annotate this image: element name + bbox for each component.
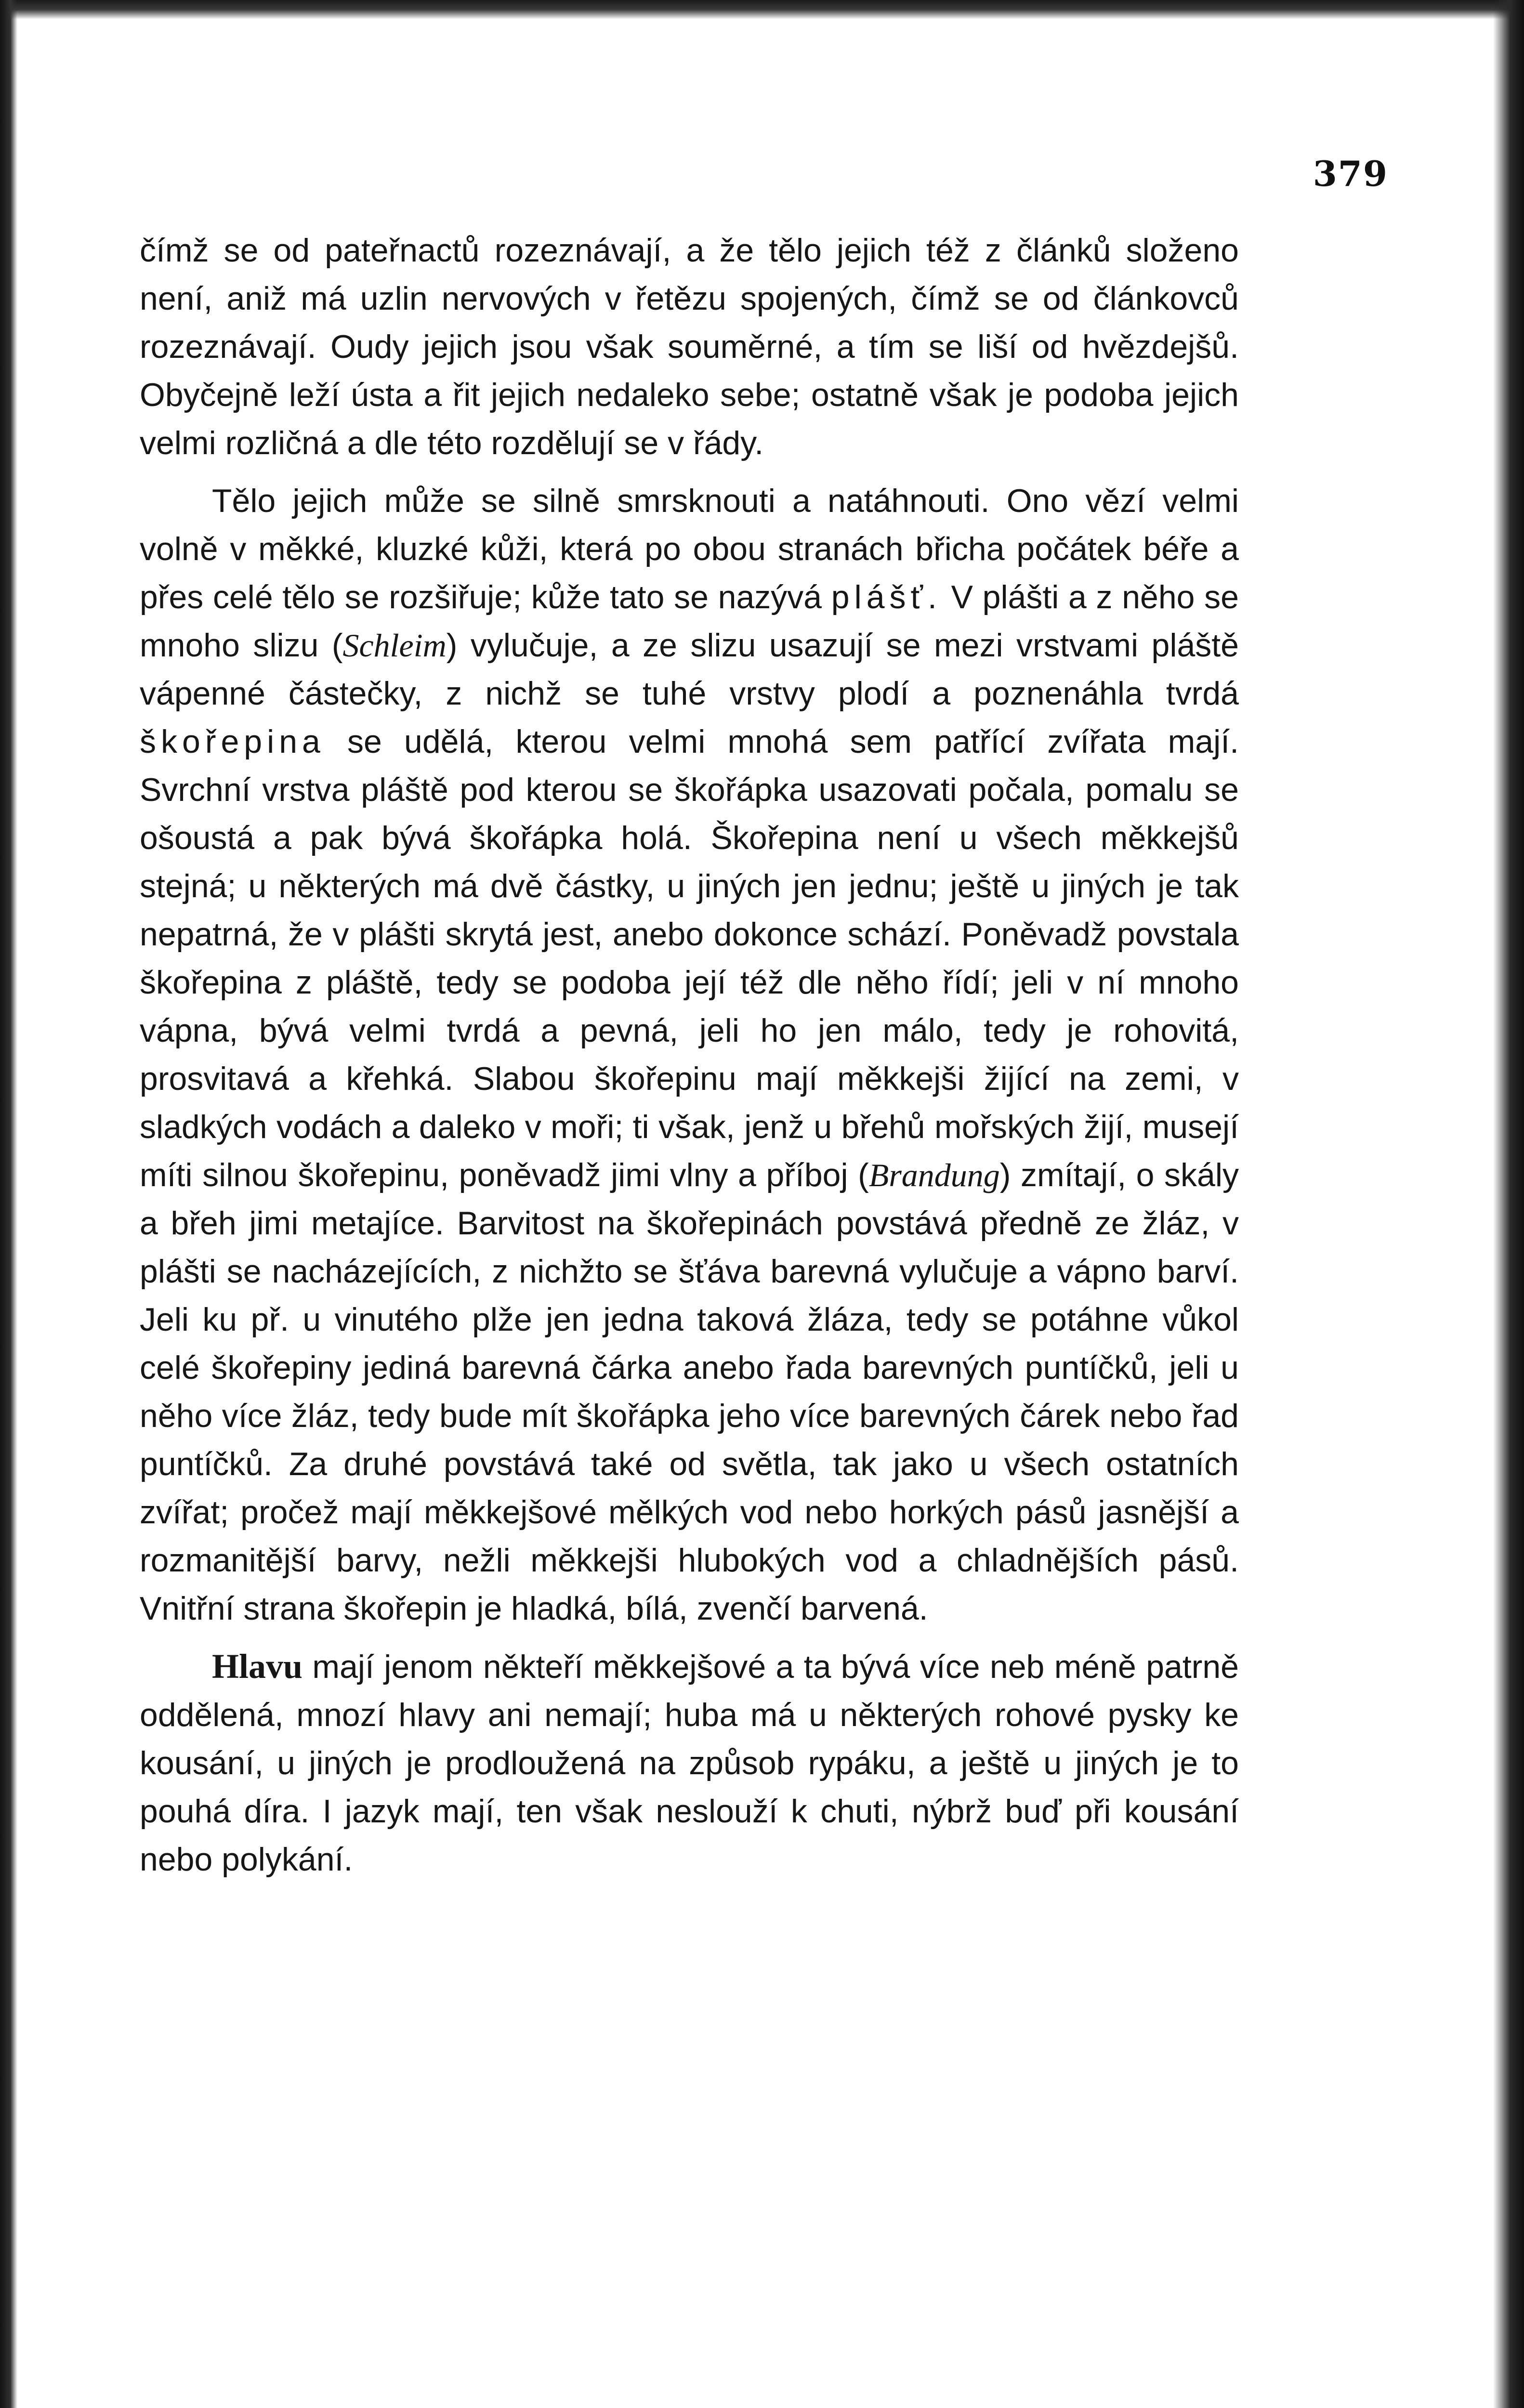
german-term-brandung: Brandung <box>868 1157 1000 1193</box>
paragraph-2-part-e: ) zmítají, o skály a břeh jimi metajíce. Barvitost na škořepinách povstává předně ze žláz, v plášti se nacházejících, z nichžto se šťáva barevná vylučuje a vápno barví. Jeli ku př. u vinutého plže jen jedna taková žláza, tedy se potáhne vůkol celé škořepiny jediná barevná čárka anebo řada barevných puntíčků, jeli u něho více žláz, tedy bude mít škořápka jeho více barevných čárek nebo řad puntíčků. Za druhé povstává také od světla, tak jako u všech ostatních zvířat; pročež mají měkkejšové mělkých vod nebo horkých pásů jasnější a rozmanitější barvy, nežli měkkejši hlubokých vod a chladnějších pásů. Vnitřní strana škořepin je hladká, bílá, zvenčí barvená. <box>140 1157 1239 1627</box>
scan-border-top <box>0 0 1524 19</box>
scan-border-left <box>0 0 17 2408</box>
paragraph-2-part-c: ) vylučuje, a ze slizu usazují se mezi vrstvami pláště vápenné částečky, z nichž se tuhé vrstvy plodí a poznenáhla tvrdá <box>140 627 1239 712</box>
paragraph-3 <box>140 1642 1239 1884</box>
page-body <box>140 226 1239 1884</box>
paragraph-3-text: mají jenom někteří měkkejšové a ta bývá více neb méně patrně oddělená, mnozí hlavy ani nemají; huba má u některých rohové pysky ke kousání, u jiných je prodloužená na způsob rypáku, a ještě u jiných je to pouhá díra. I jazyk mají, ten však neslouží k chuti, nýbrž buď při kousání nebo polykání. <box>140 1649 1239 1878</box>
paragraph-2 <box>140 477 1239 1633</box>
term-hlavu: Hlavu <box>212 1647 303 1686</box>
scan-border-right <box>1493 0 1524 2408</box>
paragraph-2-part-b: V plášti a z něho se mnoho slizu ( <box>140 579 1239 664</box>
page-number: 379 <box>1313 153 1388 194</box>
term-plast: plášť. <box>831 579 942 615</box>
paragraph-2-part-a: Tělo jejich může se silně smrsknouti a natáhnouti. Ono vězí velmi volně v měkké, kluzké kůži, která po obou stranách břicha počátek béře a přes celé tělo se rozšiřuje; kůže tato se nazývá <box>140 483 1239 615</box>
term-skorepina: škořepina <box>140 723 325 760</box>
german-term-schleim: Schleim <box>342 627 447 664</box>
paragraph-1: čímž se od pateřnactů rozeznávají, a že tělo jejich též z článků složeno není, aniž má uzlin nervových v řetězu spojených, čímž se od článkovců rozeznávají. Oudy jejich jsou však souměrné, a tím se liší od hvězdejšů. Obyčejně leží ústa a řit jejich nedaleko sebe; ostatně však je podoba jejich velmi rozličná a dle této rozdělují se v řády. <box>140 232 1239 461</box>
paragraph-2-part-d: se udělá, kterou velmi mnohá sem patřící zvířata mají. Svrchní vrstva pláště pod kterou se škořápka usazovati počala, pomalu se ošoustá a pak bývá škořápka holá. Škořepina není u všech měkkejšů stejná; u některých má dvě částky, u jiných jen jednu; ještě u jiných je tak nepatrná, že v plášti skrytá jest, anebo dokonce schází. Poněvadž povstala škořepina z pláště, tedy se podoba její též dle něho řídí; jeli v ní mnoho vápna, bývá velmi tvrdá a pevná, jeli ho jen málo, tedy je rohovitá, prosvitavá a křehká. Slabou škořepinu mají měkkejši žijící na zemi, v sladkých vodách a daleko v moři; ti však, jenž u břehů mořských žijí, musejí míti silnou škořepinu, poněvadž jimi vlny a příboj ( <box>140 723 1239 1193</box>
